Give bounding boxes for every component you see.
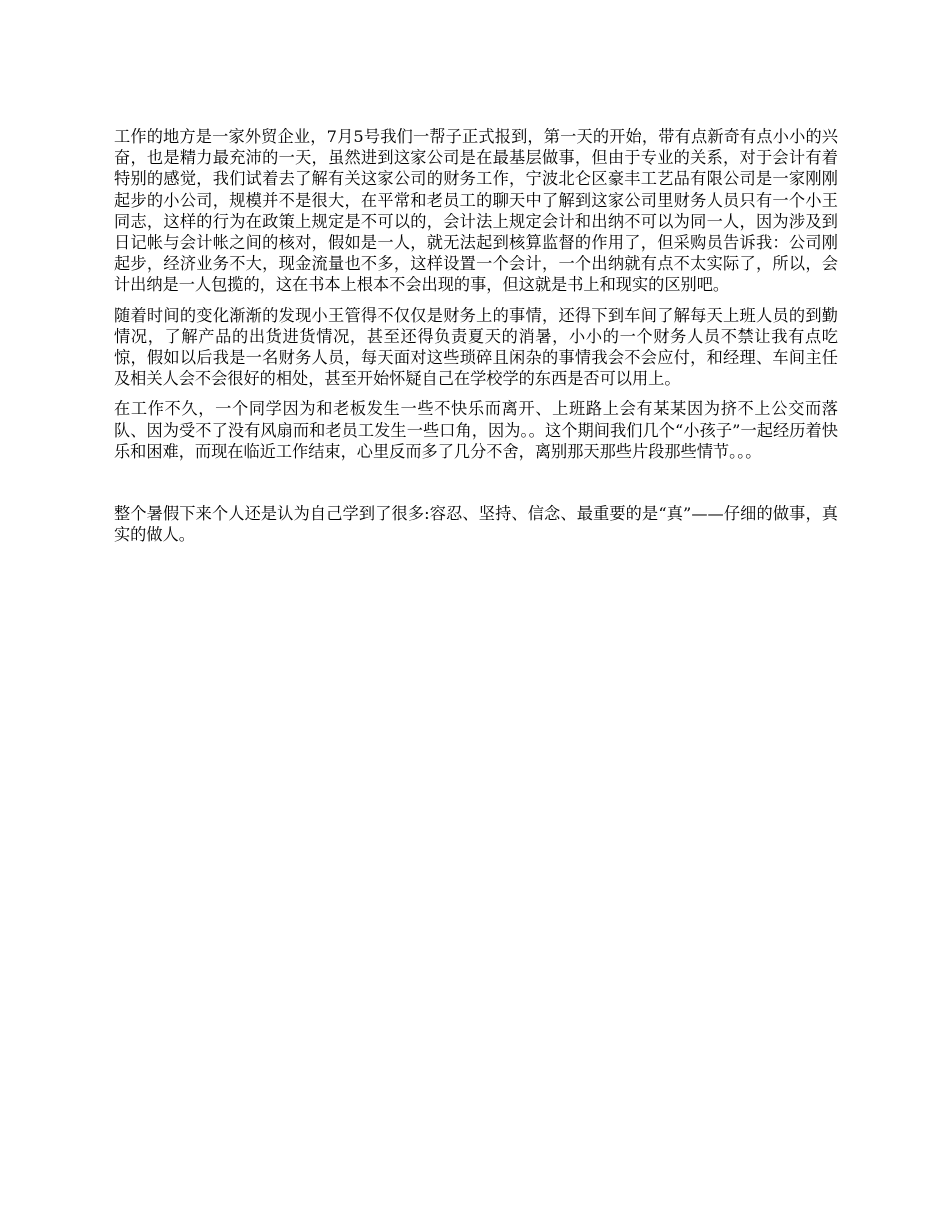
paragraph-conclusion: 整个暑假下来个人还是认为自己学到了很多:容忍、坚持、信念、最重要的是“真”——仔细的做事，真实的做人。	[114, 504, 838, 545]
paragraph-colleagues: 在工作不久，一个同学因为和老板发生一些不快乐而离开、上班路上会有某某因为挤不上公交而落队、因为受不了没有风扇而和老员工发生一些口角，因为。。这个期间我们几个“小孩子”一起经历着快乐和困难，而现在临近工作结束，心里反而多了几分不舍，离别那天那些片段那些情节。。。	[114, 399, 838, 461]
paragraph-finance-duties: 随着时间的变化渐渐的发现小王管得不仅仅是财务上的事情，还得下到车间了解每天上班人员的到勤情况，了解产品的出货进货情况，甚至还得负责夏天的消暑，小小的一个财务人员不禁让我有点吃惊，假如以后我是一名财务人员，每天面对这些琐碎且闲杂的事情我会不会应付，和经理、车间主任及相关人会不会很好的相处，甚至开始怀疑自己在学校学的东西是否可以用上。	[114, 305, 838, 389]
paragraph-work-intro: 工作的地方是一家外贸企业，7月5号我们一帮子正式报到，第一天的开始，带有点新奇有点小小的兴奋，也是精力最充沛的一天，虽然进到这家公司是在最基层做事，但由于专业的关系，对于会计有着特别的感觉，我们试着去了解有关这家公司的财务工作，宁波北仑区豪丰工艺品有限公司是一家刚刚起步的小公司，规模并不是很大，在平常和老员工的聊天中了解到这家公司里财务人员只有一个小王同志，这样的行为在政策上规定是不可以的，会计法上规定会计和出纳不可以为同一人，因为涉及到日记帐与会计帐之间的核对，假如是一人，就无法起到核算监督的作用了，但采购员告诉我：公司刚起步，经济业务不大，现金流量也不多，这样设置一个会计，一个出纳就有点不太实际了，所以，会计出纳是一人包揽的，这在书本上根本不会出现的事，但这就是书上和现实的区别吧。	[114, 127, 838, 295]
document-body	[114, 126, 838, 554]
